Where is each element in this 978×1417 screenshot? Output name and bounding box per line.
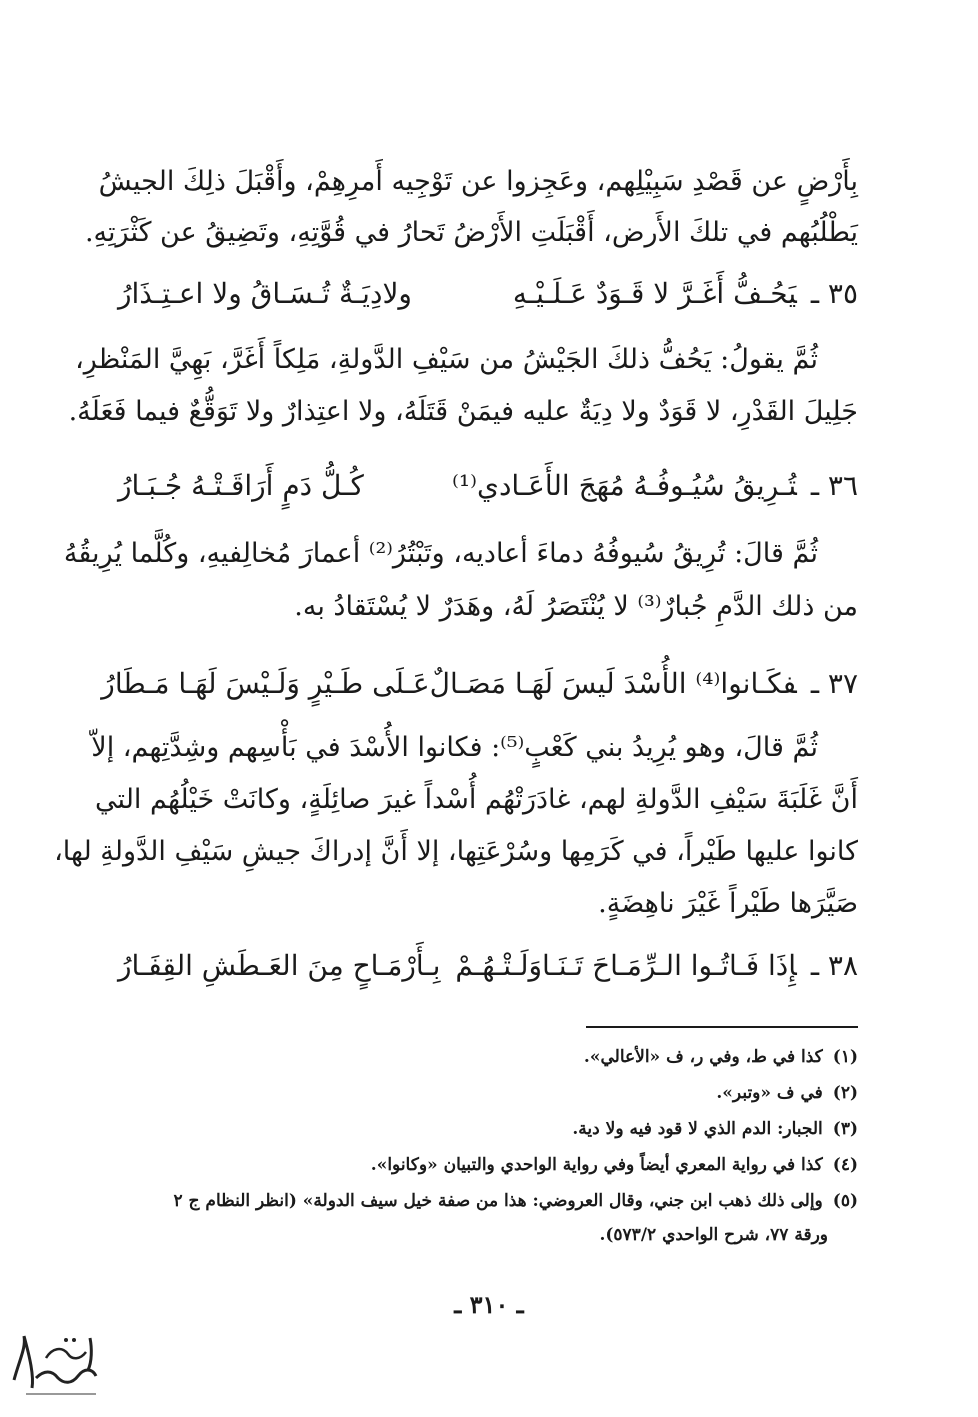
text-line: من ذلك الدَّمِ جُبارٌ⁽³⁾ لا يُنْتَصَرُ لَهُ، وهَدَرٌ لا يُسْتَقادُ به. — [294, 591, 858, 622]
text-line: صَيَّرَها طَيْراً غَيْرَ ناهِضَةٍ. — [598, 888, 858, 919]
text-line: جَلِيلَ القَدْرِ، لا قَوَدٌ ولا دِيَةٌ عليه فيمَنْ قَتَلَهُ، ولا اعتِذارٌ ولا تَوَقُّعٌ فيما فَعَلَهُ. — [68, 396, 858, 427]
text-line: أَنَّ غَلَبَةَ سَيْفِ الدَّولةِ لهم، غادَرَتْهُم أُسْداً غيرَ صائِلَةٍ، وكانَتْ خَيْلُهُم التي — [95, 784, 858, 815]
footnote-text: كذا في ط، وفي ر، ف «الأعالي». — [583, 1047, 823, 1067]
verse-35-first-hemistich — [513, 274, 858, 314]
footnote-continuation: ورقة ٧٧، شرح الواحدي ٥٧٣/٢). — [599, 1225, 828, 1245]
footnote-text: وإلى ذلك ذهب ابن جني، وقال العروضي: هذا من صفة خيل سيف الدولة» (انظر النظام ج ٢ — [173, 1191, 823, 1211]
text-line: ثُمَّ يقولُ: يَحُفُّ ذلكَ الجَيْشُ من سَيْفِ الدَّولةِ، مَلِكاً أَغَرَّ، بَهِيَّ المَنْظرِ، — [75, 344, 818, 375]
verse-38 — [118, 946, 858, 986]
footnote-number: (٥) — [832, 1191, 858, 1211]
text-line: ثُمَّ قالَ: تُرِيقُ سُيوفُهُ دماءَ أعاديه، وتَبْتُرُ⁽²⁾ أعمارَ مُخالِفيهِ، وكُلَّما يُرِيقُهُ — [63, 538, 818, 569]
page-number: ـ ٣١٠ ـ — [454, 1290, 524, 1319]
verse-text: فكَـانوا⁽⁴⁾ الأُسْدَ لَيسَ لَهَـا مَصَـالٌ — [429, 667, 797, 700]
footnote-separator — [586, 1026, 858, 1028]
footnote-number: (١) — [832, 1047, 858, 1067]
verse-text: يَحُـفُّ أَغَـرَّ لا قَـوَدٌ عَـلَـيْـهِ — [512, 277, 797, 310]
verse-36-first-hemistich — [452, 466, 858, 506]
footnote-number: (٤) — [832, 1155, 858, 1175]
text-line: ثُمَّ قالَ، وهو يُرِيدُ بني كَعْبٍ⁽⁵⁾: فكانوا الأُسْدَ في بَأْسِهم وشِدَّتِهم، إلاّ — [91, 732, 818, 763]
footnote-text: كذا في رواية المعري أيضاً وفي رواية الواحدي والتبيان «وكانوا». — [370, 1155, 823, 1175]
footnote-text: في ف «وتبر». — [716, 1083, 823, 1103]
verse-text: تُـرِيقُ سُيُـوفُـهُ مُهَجَ الأَعَـادي⁽¹⁾ — [452, 469, 797, 502]
verse-36 — [118, 466, 858, 506]
verse-38-second-hemistich: بِـأَرْمَـاحٍ مِنَ العَـطَشِ القِفَـارُ — [118, 949, 441, 982]
footnote — [118, 1150, 858, 1180]
calligraphy-logo — [6, 1318, 102, 1408]
footnote — [118, 1042, 858, 1072]
text-line: يَطْلُبُهم في تلكَ الأَرض، أَقْبَلَتِ الأَرْضُ تَحارُ في قُوَّتِهِ، وتَضِيقُ عن كَثْرَتِهِ. — [84, 217, 858, 248]
verse-36-second-hemistich: كُـلُّ دَمٍ أَرَاقَـتْـهُ جُـبَـارُ — [118, 469, 364, 502]
footnote-number: (٢) — [832, 1083, 858, 1103]
verse-37-second-hemistich: عَـلَى طَـيْرٍ وَلَـيْسَ لَهَـا مَـطَارُ — [101, 667, 430, 700]
footnote-number: (٣) — [832, 1119, 858, 1139]
footnote — [118, 1114, 858, 1144]
verse-35-second-hemistich: ولادِيَـةٌ تُـسَـاقُ ولا اعـتِـذَارُ — [118, 277, 412, 310]
text-line: بِأَرْضٍ عن قَصْدِ سَبِيْلِهم، وعَجِزوا عن تَوْجِيه أَمرِهِمْ، وأَقْبَلَ ذلِكَ الجيشُ — [98, 166, 858, 197]
footnote — [118, 1078, 858, 1108]
verse-37 — [101, 664, 858, 704]
verse-35 — [118, 274, 858, 314]
footnote-text: الجبار: الدم الذي لا قود فيه ولا دية. — [572, 1119, 823, 1139]
text-line: كانوا عليها طَيْراً، في كَرَمِها وسُرْعَتِها، إلا أَنَّ إدراكَ جيشِ سَيْفِ الدَّولةِ لها، — [54, 836, 858, 867]
verse-37-first-hemistich — [430, 664, 858, 704]
verse-number: ٣٦ ـ — [810, 469, 858, 502]
verse-38-first-hemistich — [455, 946, 858, 986]
verse-number: ٣٥ ـ — [810, 277, 858, 310]
verse-number: ٣٨ ـ — [810, 949, 858, 982]
verse-number: ٣٧ ـ — [810, 667, 858, 700]
verse-text: إِذَا فَـاتُـوا الـرِّمَـاحَ تَـنَـاوَلَـتْـهُـمْ — [455, 949, 797, 982]
footnote — [118, 1186, 858, 1216]
